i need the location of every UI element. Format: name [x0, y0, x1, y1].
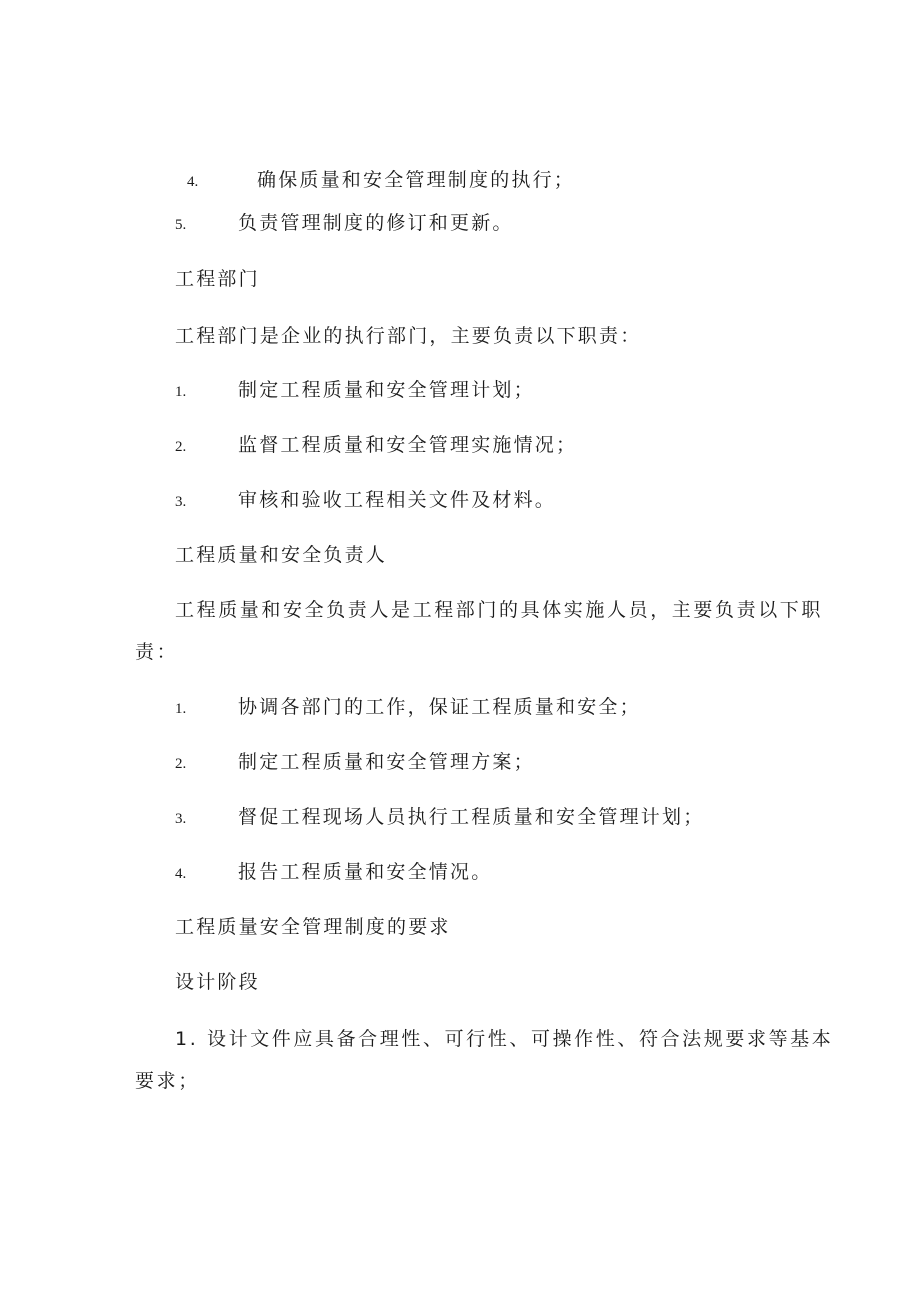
- list-item-number: 3.: [175, 494, 187, 510]
- list-item-number: 1.: [175, 384, 187, 400]
- list-item-number: 2.: [175, 439, 187, 455]
- section-heading-manager: 工程质量和安全负责人: [175, 544, 388, 566]
- list-item-number: 1.: [175, 701, 187, 717]
- list-item-text: 协调各部门的工作，保证工程质量和安全；: [238, 696, 641, 718]
- section-intro-manager-line2: 责：: [135, 641, 179, 663]
- requirement-paragraph-line2: 要求；: [135, 1070, 200, 1092]
- list-item-text: 监督工程质量和安全管理实施情况；: [238, 434, 578, 456]
- list-item-text: 负责管理制度的修订和更新。: [238, 212, 514, 234]
- list-item-number: 2.: [175, 756, 187, 772]
- list-item-number: 5.: [175, 217, 187, 233]
- list-item-text: 报告工程质量和安全情况。: [238, 861, 493, 883]
- section-subheading-design: 设计阶段: [175, 971, 260, 993]
- list-item-number: 3.: [175, 811, 187, 827]
- list-item-text: 确保质量和安全管理制度的执行；: [257, 169, 576, 191]
- list-item-number: 4.: [175, 866, 187, 882]
- section-heading-requirements: 工程质量安全管理制度的要求: [175, 916, 451, 938]
- section-heading-engineering: 工程部门: [175, 268, 260, 290]
- list-item-text: 督促工程现场人员执行工程质量和安全管理计划；: [238, 806, 705, 828]
- list-item-number: 4.: [187, 174, 199, 190]
- list-item-text: 制定工程质量和安全管理方案；: [238, 751, 535, 773]
- list-item-text: 审核和验收工程相关文件及材料。: [238, 489, 557, 511]
- list-item-text: 制定工程质量和安全管理计划；: [238, 379, 535, 401]
- requirement-paragraph-line1: 1. 设计文件应具备合理性、可行性、可操作性、符合法规要求等基本: [175, 1028, 834, 1050]
- section-intro-manager-line1: 工程质量和安全负责人是工程部门的具体实施人员，主要负责以下职: [175, 599, 824, 621]
- section-intro-engineering: 工程部门是企业的执行部门，主要负责以下职责：: [175, 325, 642, 347]
